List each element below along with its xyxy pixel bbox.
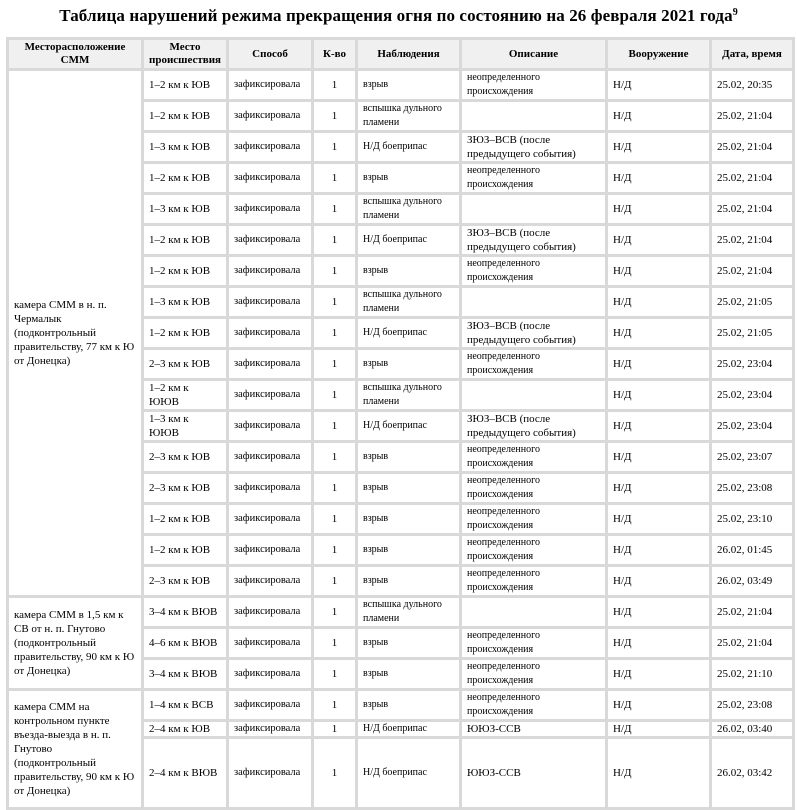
cell-datetime: 25.02, 21:04 [712,629,792,660]
cell-weapon: Н/Д [608,536,712,567]
cell-weapon: Н/Д [608,412,712,443]
cell-datetime: 25.02, 23:04 [712,412,792,443]
cell-location: камера СММ в 1,5 км к СВ от н. п. Гнутово (подконтрольный правительству, 90 км к Ю от Донецка) [9,598,144,691]
cell-weapon: Н/Д [608,195,712,226]
cell-datetime: 26.02, 03:49 [712,567,792,598]
cell-place: 1–3 км к ЮВ [144,195,229,226]
cell-description [462,102,608,133]
cell-method: зафиксировала [229,257,314,288]
header-datetime: Дата, время [712,40,792,71]
cell-weapon: Н/Д [608,660,712,691]
cell-weapon: Н/Д [608,505,712,536]
cell-datetime: 25.02, 21:04 [712,226,792,257]
cell-place: 2–3 км к ЮВ [144,474,229,505]
cell-observation: вспышка дульного пламени [358,195,462,226]
cell-place: 1–2 км к ЮВ [144,505,229,536]
cell-datetime: 25.02, 21:04 [712,164,792,195]
title-text: Таблица нарушений режима прекращения огня по состоянию на 26 февраля 2021 года [59,6,733,25]
header-place: Место происшествия [144,40,229,71]
cell-datetime: 25.02, 21:04 [712,102,792,133]
cell-count: 1 [314,474,358,505]
cell-weapon: Н/Д [608,164,712,195]
cell-datetime: 25.02, 21:05 [712,319,792,350]
cell-method: зафиксировала [229,691,314,722]
cell-observation: взрыв [358,474,462,505]
page-title [0,0,797,34]
cell-count: 1 [314,319,358,350]
cell-location: камера СММ на контрольном пункте въезда-выезда в н. п. Гнутово (подконтрольный правительству, 90 км к Ю от Донецка) [9,691,144,807]
cell-observation: взрыв [358,567,462,598]
cell-datetime: 25.02, 21:10 [712,660,792,691]
cell-weapon: Н/Д [608,102,712,133]
header-weapon: Вооружение [608,40,712,71]
cell-observation: Н/Д боеприпас [358,722,462,739]
cell-datetime: 25.02, 21:04 [712,257,792,288]
cell-method: зафиксировала [229,164,314,195]
cell-method: зафиксировала [229,412,314,443]
cell-place: 1–2 км к ЮВ [144,536,229,567]
cell-description: неопределенного происхождения [462,536,608,567]
cell-description [462,598,608,629]
cell-method: зафиксировала [229,133,314,164]
cell-method: зафиксировала [229,195,314,226]
cell-datetime: 26.02, 03:40 [712,722,792,739]
table-body [9,71,792,807]
header-method: Способ [229,40,314,71]
cell-count: 1 [314,536,358,567]
cell-observation: взрыв [358,505,462,536]
cell-place: 3–4 км к ВЮВ [144,660,229,691]
cell-datetime: 26.02, 03:42 [717,767,773,779]
cell-method: зафиксировала [229,567,314,598]
cell-count: 1 [314,71,358,102]
cell-count: 1 [314,443,358,474]
cell-place: 1–2 км к ЮВ [144,102,229,133]
cell-place: 1–2 км к ЮВ [144,319,229,350]
cell-description: неопределенного происхождения [462,257,608,288]
cell-place: 1–4 км к ВСВ [144,691,229,722]
cell-count: 1 [314,164,358,195]
header-location: Месторасположение СММ [9,40,144,71]
cell-place: 1–2 км к ЮЮВ [144,381,229,412]
cell-count: 1 [314,133,358,164]
cell-weapon: Н/Д [608,381,712,412]
cell-datetime: 26.02, 01:45 [712,536,792,567]
cell-weapon: Н/Д [608,226,712,257]
cell-count: 1 [314,412,358,443]
cell-description: неопределенного происхождения [462,350,608,381]
cell-observation: Н/Д боеприпас [358,739,462,807]
cell-weapon: Н/Д [608,629,712,660]
cell-weapon: Н/Д [608,319,712,350]
cell-observation: вспышка дульного пламени [358,381,462,412]
footnote-marker: 9 [732,7,738,18]
cell-count: 1 [314,691,358,722]
cell-datetime: 25.02, 23:08 [712,691,792,722]
cell-count: 1 [314,505,358,536]
cell-place: 2–3 км к ЮВ [144,443,229,474]
cell-description [462,288,608,319]
cell-observation: вспышка дульного пламени [358,288,462,319]
cell-method: зафиксировала [229,536,314,567]
cell-place: 1–3 км к ЮВ [144,288,229,319]
cell-method: зафиксировала [229,102,314,133]
cell-description: неопределенного происхождения [462,660,608,691]
cell-observation: вспышка дульного пламени [358,102,462,133]
cell-method: зафиксировала [229,629,314,660]
cell-observation: Н/Д боеприпас [358,226,462,257]
cell-place: 2–3 км к ЮВ [144,350,229,381]
cell-datetime: 25.02, 21:04 [712,598,792,629]
cell-count: 1 [314,195,358,226]
cell-description: неопределенного происхождения [462,71,608,102]
header-description: Описание [462,40,608,71]
cell-method: зафиксировала [229,319,314,350]
cell-method: зафиксировала [229,474,314,505]
cell-place: 4–6 км к ВЮВ [144,629,229,660]
cell-place: 1–3 км к ЮВ [144,133,229,164]
cell-location: камера СММ в н. п. Чермалык (подконтрольный правительству, 77 км к Ю от Донецка) [9,71,144,598]
cell-weapon: Н/Д [608,598,712,629]
cell-weapon: Н/Д [608,739,712,807]
cell-weapon: Н/Д [608,71,712,102]
cell-datetime: 25.02, 20:35 [712,71,792,102]
cell-count: 1 [314,660,358,691]
table-row [9,71,792,102]
cell-datetime: 25.02, 23:04 [712,350,792,381]
cell-place: 1–2 км к ЮВ [144,164,229,195]
cell-observation: взрыв [358,257,462,288]
cell-description [462,195,608,226]
cell-method: зафиксировала [229,226,314,257]
cell-place: 3–4 км к ВЮВ [144,598,229,629]
cell-weapon: Н/Д [608,474,712,505]
cell-place: 1–2 км к ЮВ [144,71,229,102]
cell-observation: взрыв [358,443,462,474]
cell-place: 2–4 км к ВЮВ [144,739,229,807]
cell-observation: взрыв [358,691,462,722]
cell-method: зафиксировала [229,288,314,319]
cell-method: зафиксировала [229,350,314,381]
cell-description: ЗЮЗ–ВСВ (после предыдущего события) [462,319,608,350]
cell-observation: взрыв [358,164,462,195]
cell-datetime: 25.02, 21:05 [712,288,792,319]
cell-description: ЮЮЗ-ССВ [462,739,608,807]
cell-observation: взрыв [358,660,462,691]
cell-description: неопределенного происхождения [462,474,608,505]
cell-weapon: Н/Д [608,567,712,598]
cell-method: зафиксировала [229,505,314,536]
cell-datetime: 25.02, 23:07 [712,443,792,474]
cell-observation: вспышка дульного пламени [358,598,462,629]
cell-observation: Н/Д боеприпас [358,133,462,164]
cell-count: 1 [314,739,358,807]
cell-description: неопределенного происхождения [462,443,608,474]
header-observation: Наблюдения [358,40,462,71]
table-row [9,691,792,722]
cell-datetime: 25.02, 23:10 [712,505,792,536]
ceasefire-violations-table [6,37,795,810]
cell-method: зафиксировала [229,722,314,739]
cell-observation: взрыв [358,71,462,102]
cell-weapon: Н/Д [608,691,712,722]
cell-description: неопределенного происхождения [462,691,608,722]
cell-method: зафиксировала [229,71,314,102]
cell-description: неопределенного происхождения [462,505,608,536]
cell-count: 1 [314,629,358,660]
cell-method: зафиксировала [229,381,314,412]
cell-datetime: 25.02, 23:08 [712,474,792,505]
cell-method: зафиксировала [229,660,314,691]
cell-count: 1 [314,350,358,381]
cell-weapon: Н/Д [608,350,712,381]
cell-description: ЗЮЗ–ВСВ (после предыдущего события) [462,133,608,164]
cell-weapon: Н/Д [608,133,712,164]
cell-place: 2–4 км к ЮВ [144,722,229,739]
header-row [9,40,792,71]
cell-count: 1 [314,598,358,629]
cell-observation: Н/Д боеприпас [358,319,462,350]
cell-datetime: 25.02, 23:04 [712,381,792,412]
cell-count: 1 [314,257,358,288]
cell-observation: взрыв [358,629,462,660]
cell-observation: взрыв [358,350,462,381]
cell-place: 1–2 км к ЮВ [144,226,229,257]
cell-datetime: 25.02, 21:04 [712,133,792,164]
cell-method: зафиксировала [229,598,314,629]
cell-description: ЗЮЗ–ВСВ (после предыдущего события) [462,226,608,257]
cell-weapon: Н/Д [608,443,712,474]
cell-count: 1 [314,722,358,739]
cell-count: 1 [314,288,358,319]
cell-observation: Н/Д боеприпас [358,412,462,443]
cell-description: неопределенного происхождения [462,629,608,660]
cell-count: 1 [314,381,358,412]
cell-description: ЮЮЗ-ССВ [462,722,608,739]
header-count: К-во [314,40,358,71]
cell-count: 1 [314,226,358,257]
cell-weapon: Н/Д [608,257,712,288]
cell-count: 1 [314,567,358,598]
cell-place: 1–2 км к ЮВ [144,257,229,288]
cell-place: 2–3 км к ЮВ [144,567,229,598]
cell-method: зафиксировала [229,443,314,474]
cell-description: неопределенного происхождения [462,567,608,598]
cell-description: ЗЮЗ–ВСВ (после предыдущего события) [462,412,608,443]
cell-method: зафиксировала [229,739,314,807]
cell-description: неопределенного происхождения [462,164,608,195]
cell-datetime: 25.02, 21:04 [712,195,792,226]
cell-weapon: Н/Д [608,288,712,319]
cell-description [462,381,608,412]
cell-count: 1 [314,102,358,133]
cell-weapon: Н/Д [608,722,712,739]
cell-place: 1–3 км к ЮЮВ [144,412,229,443]
table-row [9,598,792,629]
cell-observation: взрыв [358,536,462,567]
